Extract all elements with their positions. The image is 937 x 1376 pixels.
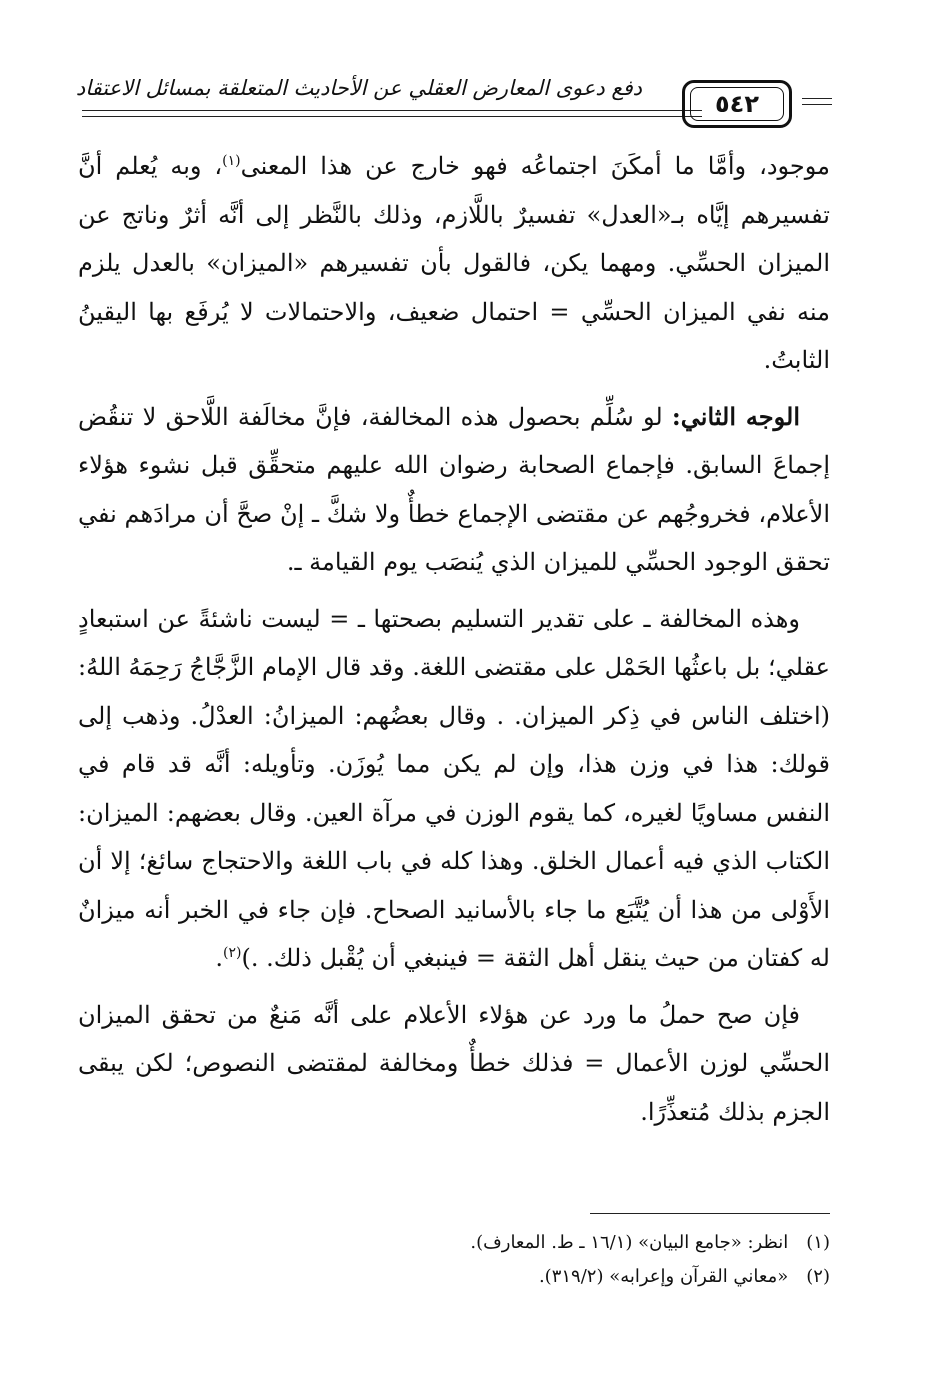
footnote-ref-1: (١) [222,153,241,169]
paragraph-1: موجود، وأمَّا ما أمكَنَ اجتماعُه فهو خارج عن هذا المعنى$^{(١)}$، وبه يُعلم أنَّ تفسيرهم إيَّاه بـ«العدل» تفسيرٌ باللَّازم، وذلك بالنَّظر إلى أنَّه أثرٌ وناتج عن الميزان الحسِّي. ومهما يكن، فالقول بأن تفسيرهم «الميزان» بالعدل يلزم منه نفي الميزان الحسِّي = احتمال ضعيف، والاحتمالات لا يُرفَع بها اليقينُ الثابتُ. [78,152,830,374]
header-rule-top [82,110,702,111]
footnote-separator [590,1213,830,1214]
paragraph-2: الوجه الثاني: لو سُلِّم بحصول هذه المخالفة، فإنَّ مخالَفة اللَّاحق لا تنقُض إجماعَ السابق. فإجماع الصحابة رضوان الله عليهم متحقِّق قبل نشوء هؤلاء الأعلام، فخروجُهم عن مقتضى الإجماع خطأٌ ولا شكَّ ـ إنْ صحَّ أن مرادَهم نفي تحقق الوجود الحسِّي للميزان الذي يُنصَب يوم القيامة ـ. [78,401,830,576]
page-header [75,70,832,130]
page-number: ٥٤٢ [690,87,784,121]
header-ornament-line [802,104,832,105]
footnote-2: (٢)«معاني القرآن وإعرابه» (٣١٩/٢). [538,1266,830,1287]
page-number-frame [682,80,792,128]
header-ornament-line [802,98,832,99]
paragraph-3: وهذه المخالفة ـ على تقدير التسليم بصحتها ـ = ليست ناشئةً عن استبعادٍ عقلي؛ بل باعثُها الحَمْل على مقتضى اللغة. وقد قال الإمام الزَّجَّاجُ رَحِمَهُ اللهُ: (اختلف الناس في ذِكر الميزان. . وقال بعضُهم: الميزانُ: العدْلُ. وذهب إلى قولك: هذا في وزن هذا، وإن لم يكن مما يُوزَن. وتأويله: أنَّه قد قام في النفس مساويًا لغيره، كما يقوم الوزن في مرآة العين. وقال بعضهم: الميزان: الكتاب الذي فيه أعمال الخلق. وهذا كله في باب اللغة والاحتجاج سائغ؛ إلا أن الأَوْلى من هذا أن يُتَّبَع ما جاء بالأسانيد الصحاح. فإن جاء في الخبر أنه ميزانٌ له كفتان من حيث ينقل أهل الثقة = فينبغي أن يُقْبل ذلك. .)$^{(٢)}$. [78,604,830,972]
footnotes [78,1226,830,1294]
footnote-1: (١)انظر: «جامع البيان» (١٦/١ ـ ط. المعارف). [470,1232,830,1253]
paragraph-4: فإن صح حملُ ما ورد عن هؤلاء الأعلام على أنَّه مَنعٌ من تحقق الميزان الحسِّي لوزن الأعمال = فذلك خطأٌ ومخالفة لمقتضى النصوص؛ لكن يبقى الجزم بذلك مُتعذِّرًا. [78,1000,830,1126]
running-title: دفع دعوى المعارض العقلي عن الأحاديث المتعلقة بمسائل الاعتقاد [75,76,642,100]
footnote-ref-2: (٢) [223,945,242,961]
section-lead: الوجه الثاني: [671,401,801,431]
header-rule-bottom [82,116,702,117]
main-text [78,142,830,1144]
